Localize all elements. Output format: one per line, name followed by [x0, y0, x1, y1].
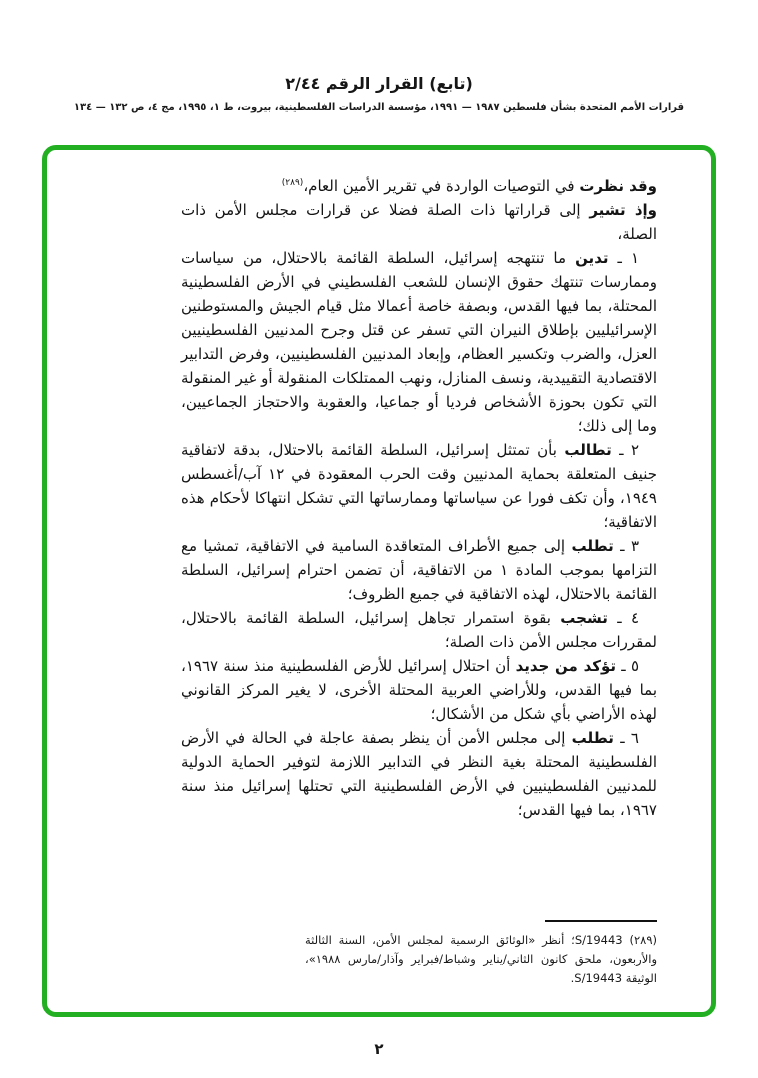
- preamble-lead: وإذ تشير: [589, 201, 657, 219]
- operative-paragraph-5: [181, 654, 657, 726]
- preamble-text: في التوصيات الواردة في تقرير الأمين العام،: [303, 177, 580, 195]
- paragraph-lead: تطلب: [571, 729, 614, 747]
- operative-paragraph-6: [181, 726, 657, 822]
- page-number: ٢: [374, 1040, 384, 1058]
- resolution-title: (تابع) القرار الرقم ٢/٤٤: [285, 74, 473, 93]
- paragraph-number: ٣ ـ: [613, 537, 639, 555]
- preamble-lead: وقد نظرت: [579, 177, 657, 195]
- paragraph-number: ٦ ـ: [613, 729, 639, 747]
- preamble-paragraph: [181, 198, 657, 246]
- paragraph-text: بأن تمتثل إسرائيل، السلطة القائمة بالاحتلال، بدقة لاتفاقية جنيف المتعلقة بحماية المدنيين وقت الحرب المعقودة في ١٢ آب/أغسطس ١٩٤٩، وأن تكف فورا عن سياساتها وممارساتها التي تشكل انتهاكا لأحكام هذه الاتفاقية؛: [181, 441, 658, 531]
- paragraph-text: إلى مجلس الأمن أن ينظر بصفة عاجلة في الحالة في الأرض الفلسطينية المحتلة بغية النظر في التدابير اللازمة لتوفير الحماية الدولية للمدنيين الفلسطينيين في الأرض الفلسطينية التي تحتلها إسرائيل منذ سنة ١٩٦٧، بما فيها القدس؛: [181, 729, 657, 819]
- content-frame: [42, 145, 716, 1017]
- paragraph-text: أن احتلال إسرائيل للأرض الفلسطينية منذ سنة ١٩٦٧، بما فيها القدس، وللأراضي العربية المحتلة الأخرى، لا يغير المركز القانوني لهذه الأراضي بأي شكل من الأشكال؛: [181, 657, 657, 723]
- footnote-body: S/19443؛ أنظر «الوثائق الرسمية لمجلس الأمن، السنة الثالثة والأربعون، ملحق كانون الثاني/يناير وشباط/فبراير وآذار/مارس ١٩٨٨»، الوثيقة S/19443.: [305, 933, 657, 985]
- paragraph-lead: تؤكد من جديد: [515, 657, 616, 675]
- footnote-separator: [545, 920, 657, 922]
- operative-paragraph-3: [181, 534, 657, 606]
- footnote-marker: (٢٨٩): [629, 933, 658, 947]
- paragraph-lead: تطلب: [571, 537, 614, 555]
- resolution-text: [181, 174, 657, 822]
- paragraph-text: إلى جميع الأطراف المتعاقدة السامية في الاتفاقية، تمشيا مع التزامها بموجب المادة ١ من الاتفاقية، أن تضمن احترام إسرائيل، السلطة القائمة بالاحتلال، لهذه الاتفاقية في جميع الظروف؛: [181, 537, 657, 603]
- preamble-text: إلى قراراتها ذات الصلة فضلا عن قرارات مجلس الأمن ذات الصلة،: [181, 201, 657, 243]
- paragraph-lead: تطالب: [564, 441, 612, 459]
- paragraph-number: ٥ ـ: [616, 657, 639, 675]
- footnote-reference: (٢٨٩): [281, 178, 304, 188]
- paragraph-number: ١ ـ: [608, 249, 639, 267]
- paragraph-number: ٢ ـ: [611, 441, 640, 459]
- source-citation-line: قرارات الأمم المتحدة بشأن فلسطين ١٩٨٧ — ١٩٩١، مؤسسة الدراسات الفلسطينية، بيروت، ط ١، ١٩٩٥، مج ٤، ص ١٣٢ — ١٣٤: [73, 102, 685, 113]
- paragraph-text: بقوة استمرار تجاهل إسرائيل، السلطة القائمة بالاحتلال، لمقررات مجلس الأمن ذات الصلة؛: [181, 609, 657, 651]
- operative-paragraph-1: [181, 246, 657, 438]
- paragraph-number: ٤ ـ: [607, 609, 640, 627]
- preamble-paragraph: [181, 174, 657, 198]
- paragraph-text: ما تنتهجه إسرائيل، السلطة القائمة بالاحتلال، من سياسات وممارسات تنتهك حقوق الإنسان للشعب الفلسطيني في الأرض الفلسطينية المحتلة، بما فيها القدس، وبصفة خاصة أعمالا مثل قيام الجيش والمستوطنين الإسرائيليين بإطلاق النيران التي تسفر عن قتل وجرح المدنيين الفلسطينيين العزل، والضرب وتكسير العظام، وإبعاد المدنيين الفلسطينيين، وفرض التدابير الاقتصادية التقييدية، ونسف المنازل، ونهب الممتلكات المنقولة أو غير المنقولة التي تكون بحوزة الأشخاص فرديا أو جماعيا، والعقوبة والاحتجاز الجماعيين، وما إلى ذلك؛: [181, 249, 657, 435]
- footnote-block: [305, 920, 657, 988]
- footnote-text: [305, 931, 657, 988]
- document-header: [0, 74, 758, 113]
- paragraph-lead: تشجب: [560, 609, 608, 627]
- operative-paragraph-4: [181, 606, 657, 654]
- operative-paragraph-2: [181, 438, 657, 534]
- paragraph-lead: تدين: [575, 249, 609, 267]
